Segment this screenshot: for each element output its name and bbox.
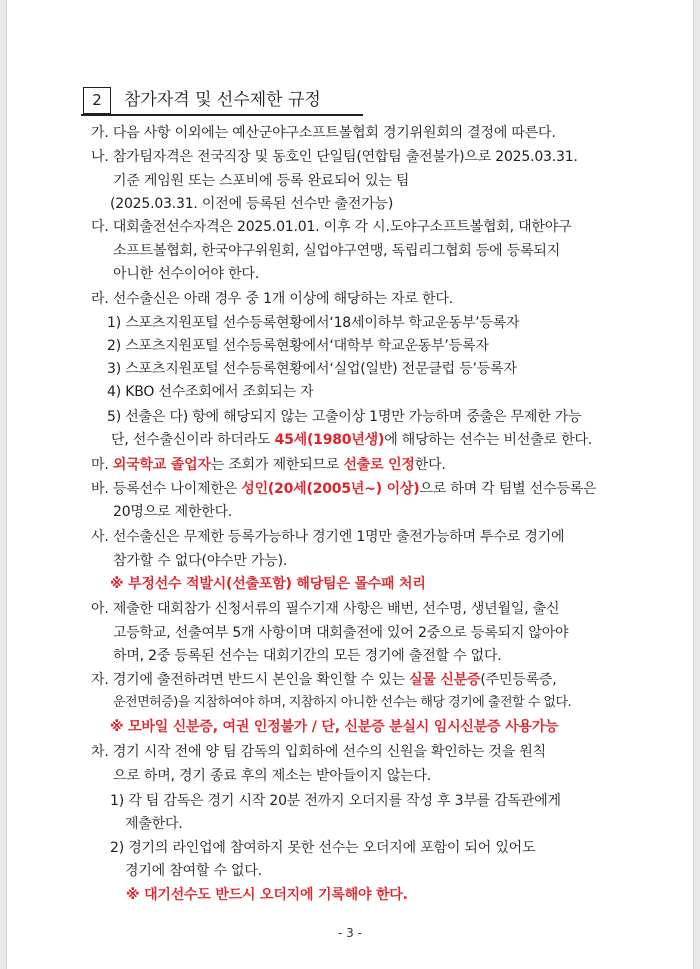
document-page — [6, 0, 694, 969]
rule-ra-item5: 5) 선출은 다) 항에 해당되지 않는 고출이상 1명만 가능하며 중출은 무제한 가능 — [107, 409, 582, 425]
adult-age-highlight: 성인(20세(2005년~) 이상) — [241, 481, 420, 497]
rule-ra-item2: 2) 스포츠지원포털 선수등록현황에서‘대학부 학교운동부’등록자 — [107, 338, 489, 354]
foreign-school-highlight: 외국학교 졸업자 — [112, 457, 211, 473]
rule-sa-line2: 참가할 수 없다(야수만 가능). — [113, 553, 288, 569]
rule-cha-line2: 으로 하며, 경기 종료 후의 제소는 받아들이지 않는다. — [113, 768, 432, 784]
rule-ba-line2: 20명으로 제한한다. — [113, 504, 233, 520]
rule-da-line1: 다. 대회출전선수자격은 2025.01.01. 이후 각 시.도야구소프트볼협회, 대한야구 — [91, 219, 572, 235]
rule-na-line3: (2025.03.31. 이전에 등록된 선수만 출전가능) — [110, 196, 394, 212]
rule-cha-note: ※ 대기선수도 반드시 오더지에 기록해야 한다. — [126, 887, 408, 903]
rule-ma — [91, 456, 446, 474]
text: 으로 하며 각 팀별 선수등록은 — [419, 481, 597, 497]
rule-na-line1: 나. 참가팀자격은 전국직장 및 동호인 단일팀(연합팀 출전불가)으로 2025.03.31. — [91, 149, 578, 165]
id-card-highlight: 실물 신분증 — [409, 672, 481, 688]
text: 는 조회가 제한되므로 — [210, 457, 344, 473]
rule-ga: 가. 다음 사항 이외에는 예산군야구소프트볼협회 경기위원회의 결정에 따른다. — [91, 125, 556, 141]
section-heading — [81, 84, 363, 116]
rule-na-line2: 기준 게임원 또는 스포비에 등록 완료되어 있는 팀 — [113, 173, 410, 189]
rule-ja-line1 — [91, 671, 557, 689]
section-title: 참가자격 및 선수제한 규정 — [124, 90, 321, 110]
rule-a-line3: 하며, 2중 등록된 선수는 대회기간의 모든 경기에 출전할 수 없다. — [113, 648, 502, 664]
rule-ra-item3: 3) 스포츠지원포털 선수등록현황에서‘실업(일반) 전문클럽 등’등록자 — [107, 361, 517, 377]
rule-ba-line1 — [91, 480, 596, 498]
rule-ra-item4: 4) KBO 선수조회에서 조회되는 자 — [107, 384, 314, 400]
text: 단, 선수출신이라 하더라도 — [111, 432, 275, 448]
rule-sa-line1: 사. 선수출신은 무제한 등록가능하나 경기엔 1명만 출전가능하며 투수로 경기에 — [91, 529, 565, 545]
text: 바. 등록선수 나이제한은 — [91, 481, 242, 497]
rule-sa-note: ※ 부정선수 적발시(선출포함) 해당팀은 몰수패 처리 — [110, 576, 426, 592]
page-number: - 3 - — [338, 926, 362, 940]
rule-a-line1: 아. 제출한 대회참가 신청서류의 필수기재 사항은 배번, 선수명, 생년월일, 출신 — [91, 601, 560, 617]
rule-ja-line2: 운전면허증)을 지참하여야 하며, 지참하지 아니한 선수는 해당 경기에 출전할 수 없다. — [113, 695, 572, 710]
text: 한다. — [414, 457, 446, 473]
rule-ra-item1: 1) 스포츠지원포털 선수등록현황에서‘18세이하부 학교운동부’등록자 — [107, 315, 520, 331]
rule-cha-item2: 2) 경기의 라인업에 참여하지 못한 선수는 오더지에 포함이 되어 있어도 — [110, 840, 536, 856]
text: 에 해당하는 선수는 비선출로 한다. — [384, 432, 592, 448]
rule-cha-item1: 1) 각 팀 감독은 경기 시작 20분 전까지 오더지를 작성 후 3부를 감독관에게 — [110, 793, 561, 809]
rule-cha-item1-cont: 제출한다. — [125, 816, 183, 832]
text: 마. — [91, 457, 113, 473]
rule-ra-item5-cont — [111, 431, 592, 449]
section-number: 2 — [83, 87, 111, 114]
text: 자. 경기에 출전하려면 반드시 본인을 확인할 수 있는 — [91, 672, 410, 688]
rule-cha-line1: 차. 경기 시작 전에 양 팀 감독의 입회하에 선수의 신원을 확인하는 것을 원칙 — [91, 744, 546, 760]
rule-da-line3: 아니한 선수이어야 한다. — [113, 266, 259, 282]
rule-ja-note: ※ 모바일 신분증, 여권 인정불가 / 단, 신분증 분실시 임시신분증 사용가능 — [110, 719, 559, 735]
rule-cha-item2-cont: 경기에 참여할 수 없다. — [125, 863, 262, 879]
age-limit-highlight: 45세(1980년생) — [274, 432, 385, 448]
rule-da-line2: 소프트볼협회, 한국야구위원회, 실업야구연맹, 독립리그협회 등에 등록되지 — [113, 243, 561, 259]
rule-ra: 라. 선수출신은 아래 경우 중 1개 이상에 해당하는 자로 한다. — [91, 291, 453, 307]
rule-a-line2: 고등학교, 선출여부 5개 사항이며 대회출전에 있어 2중으로 등록되지 않아야 — [113, 625, 569, 641]
text: (주민등록증, — [480, 672, 557, 688]
recognized-highlight: 선출로 인정 — [343, 457, 415, 473]
